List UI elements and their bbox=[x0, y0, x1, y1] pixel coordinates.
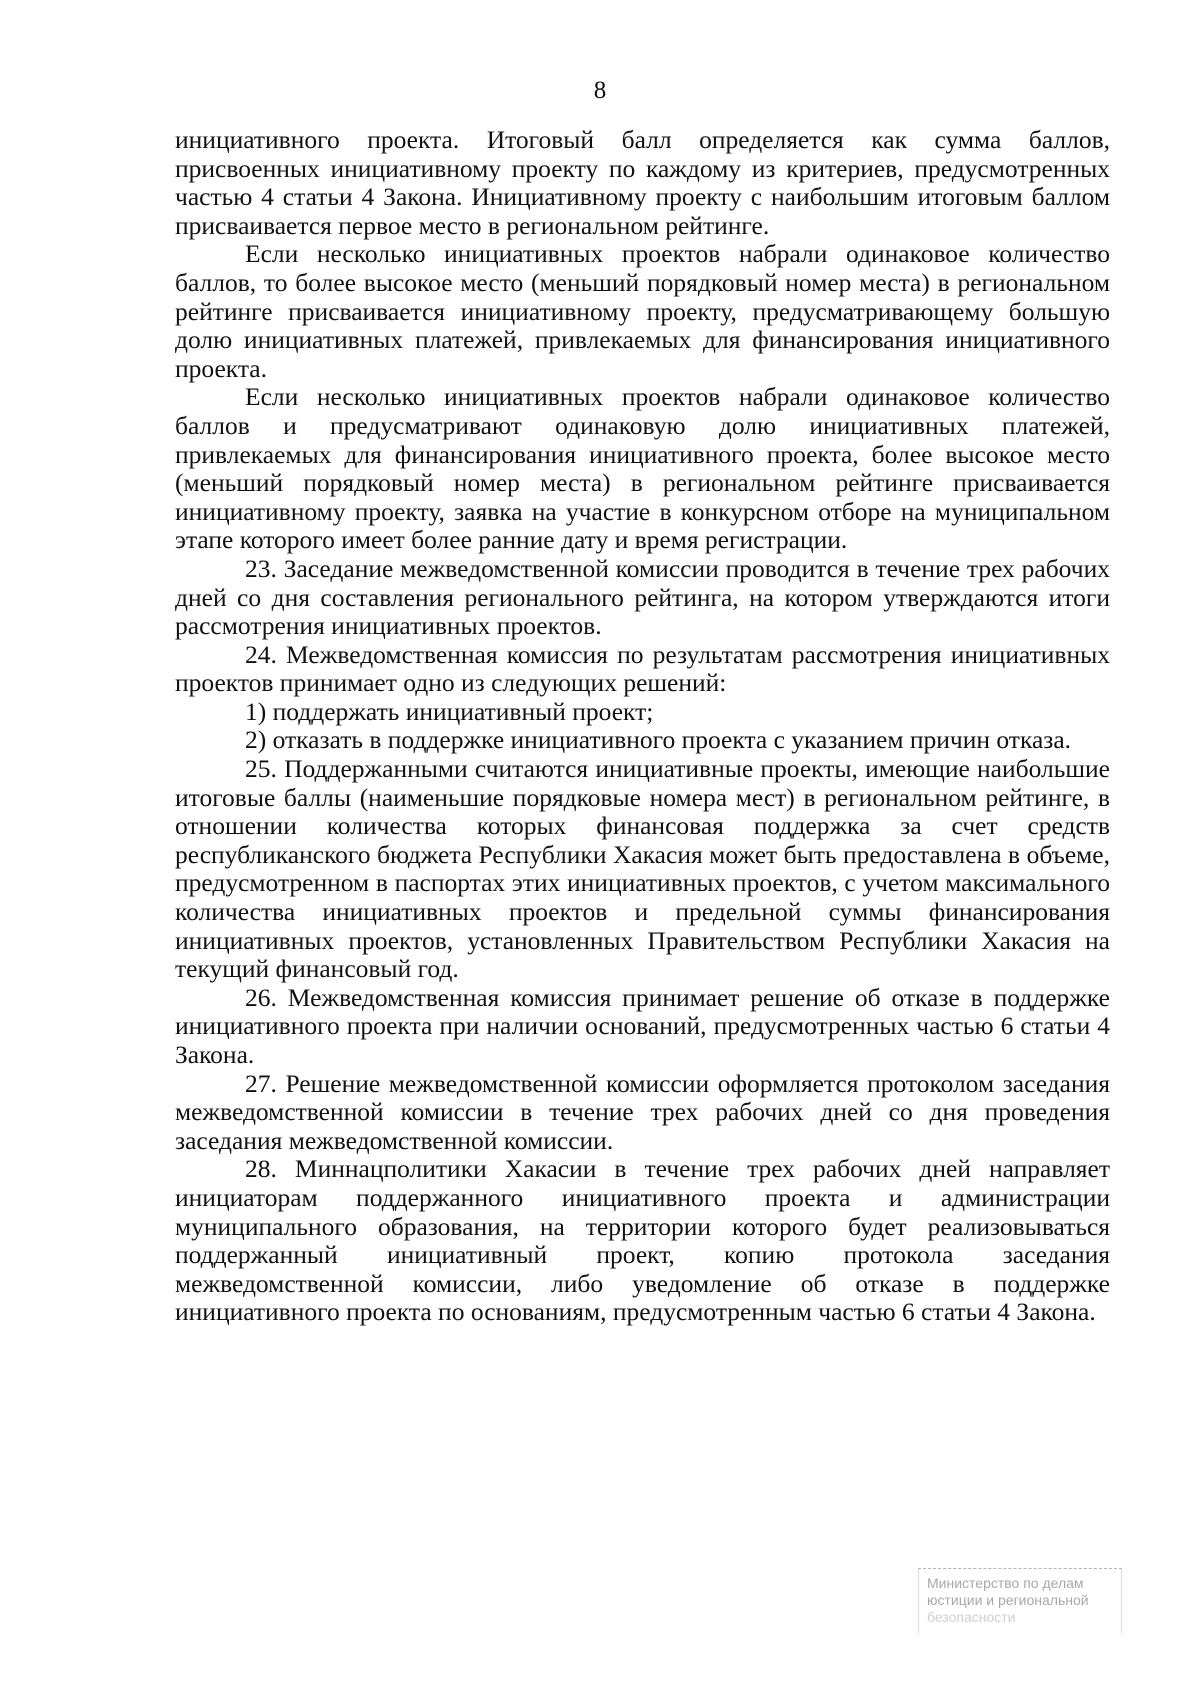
list-item-1: 1) поддержать инициативный проект; bbox=[245, 696, 654, 726]
paragraph-3: Если несколько инициативных проектов набрали одинаковое количество баллов и предусматривают одинаковую долю инициативных платежей, привлекаемых для финансирования инициативного проекта, более высокое место (меньший порядковый номер места) в региональном рейтинге присваивается инициативному проекту, заявка на участие в конкурсном отборе на муниципальном этапе которого имеет более ранние дату и время регистрации. bbox=[175, 382, 1110, 555]
stamp-line-2: юстиции и региональной bbox=[927, 1592, 1089, 1608]
paragraph-28: 28. Миннацполитики Хакасии в течение трех рабочих дней направляет инициаторам поддержанного инициативного проекта и администрации муниципального образования, на территории которого будет реализовываться поддержанный инициативный проект, копию протокола заседания межведомственной комиссии, либо уведомление об отказе в поддержке инициативного проекта по основаниям, предусмотренным частью 6 статьи 4 Закона. bbox=[175, 1154, 1110, 1327]
paragraph-25: 25. Поддержанными считаются инициативные проекты, имеющие наибольшие итоговые баллы (наименьшие порядковые номера мест) в региональном рейтинге, в отношении количества которых финансовая поддержка за счет средств республиканского бюджета Республики Хакасия может быть предоставлена в объеме, предусмотренном в паспортах этих инициативных проектов, с учетом максимального количества инициативных проектов и предельной суммы финансирования инициативных проектов, установленных Правительством Республики Хакасия на текущий финансовый год. bbox=[175, 754, 1110, 984]
paragraph-23: 23. Заседание межведомственной комиссии проводится в течение трех рабочих дней со дня составления регионального рейтинга, на котором утверждаются итоги рассмотрения инициативных проектов. bbox=[175, 553, 1110, 641]
registration-stamp bbox=[918, 1568, 1122, 1634]
page-number: 8 bbox=[593, 77, 607, 104]
paragraph-1: инициативного проекта. Итоговый балл определяется как сумма баллов, присвоенных инициативному проекту по каждому из критериев, предусмотренных частью 4 статьи 4 Закона. Инициативному проекту с наибольшим итоговым баллом присваивается первое место в региональном рейтинге. bbox=[175, 125, 1110, 240]
paragraph-27: 27. Решение межведомственной комиссии оформляется протоколом заседания межведомственной комиссии в течение трех рабочих дней со дня проведения заседания межведомственной комиссии. bbox=[175, 1068, 1110, 1155]
list-item-2: 2) отказать в поддержке инициативного проекта с указанием причин отказа. bbox=[245, 725, 1072, 755]
stamp-line-3: безопасности bbox=[927, 1609, 1016, 1625]
stamp-line-1: Министерство по делам bbox=[927, 1575, 1084, 1591]
document-body bbox=[175, 126, 1110, 1327]
paragraph-24: 24. Межведомственная комиссия по результатам рассмотрения инициативных проектов принимает одно из следующих решений: bbox=[175, 639, 1110, 698]
paragraph-2: Если несколько инициативных проектов набрали одинаковое количество баллов, то более высокое место (меньший порядковый номер места) в региональном рейтинге присваивается инициативному проекту, предусматривающему большую долю инициативных платежей, привлекаемых для финансирования инициативного проекта. bbox=[175, 239, 1110, 383]
paragraph-26: 26. Межведомственная комиссия принимает решение об отказе в поддержке инициативного проекта при наличии оснований, предусмотренных частью 6 статьи 4 Закона. bbox=[175, 982, 1110, 1069]
